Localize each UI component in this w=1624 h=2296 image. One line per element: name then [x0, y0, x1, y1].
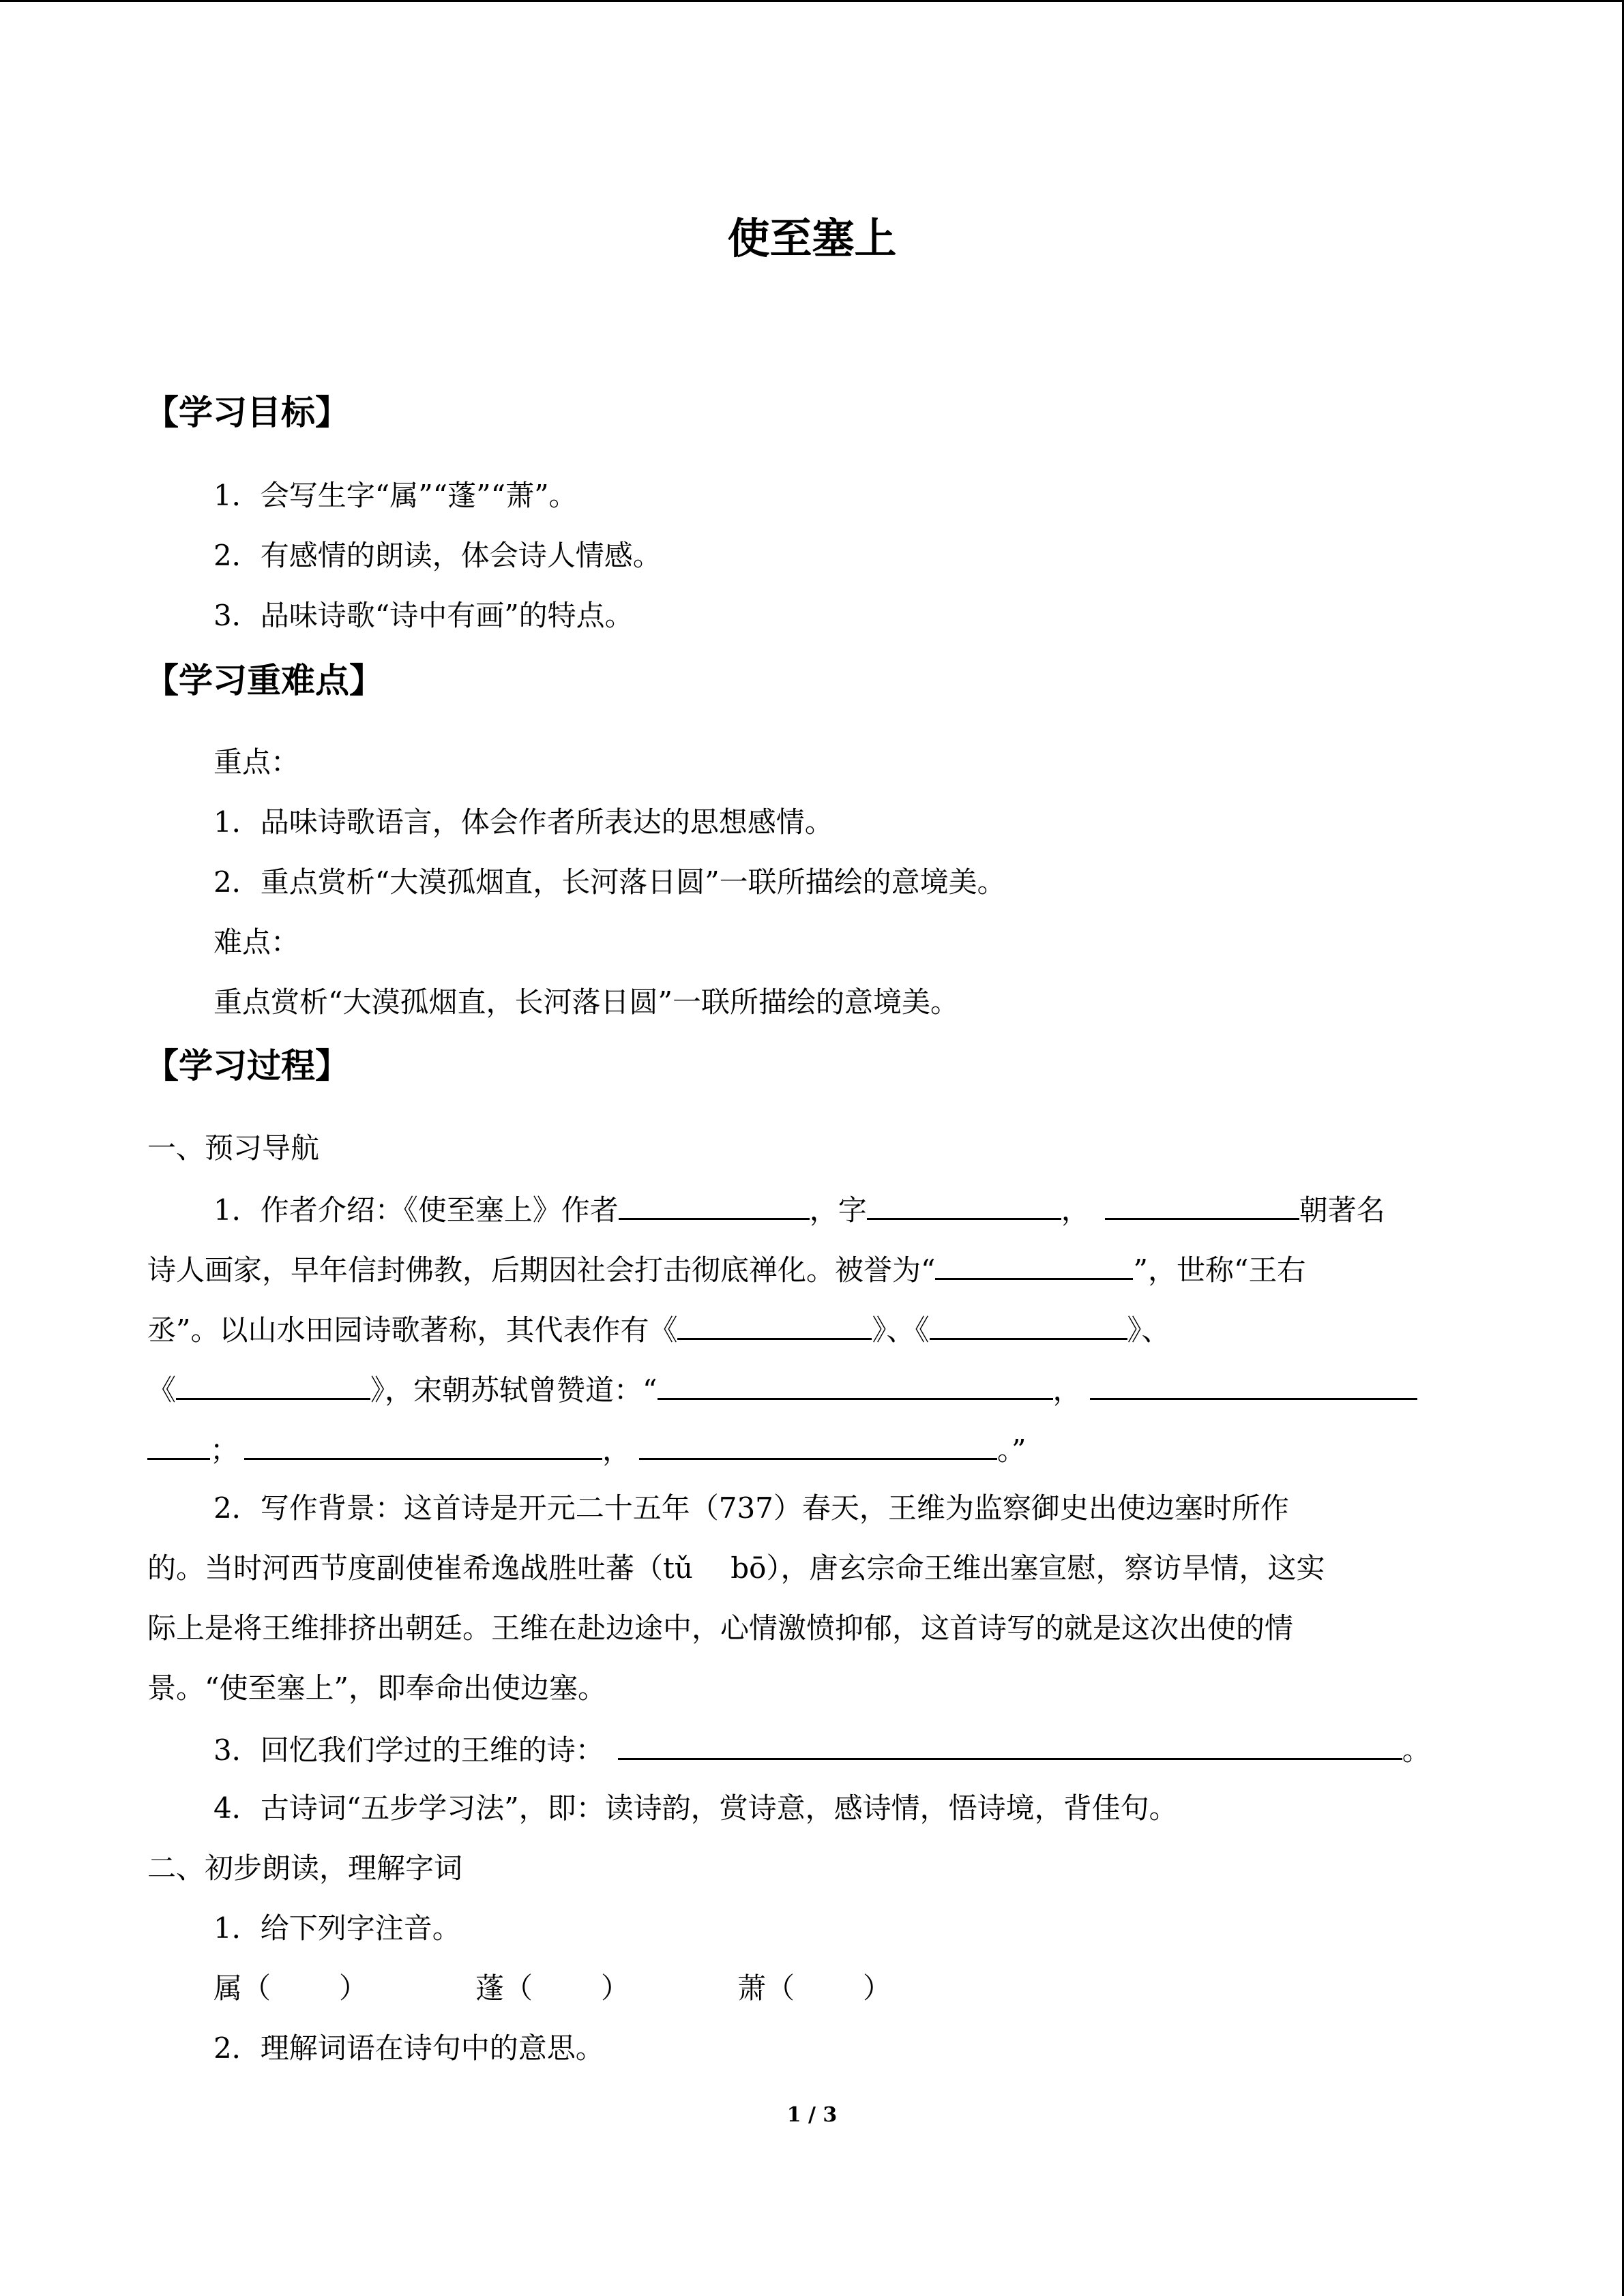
q3-label: 3．回忆我们学过的王维的诗：	[213, 1733, 604, 1767]
quote-2-blank-cont[interactable]	[147, 1428, 210, 1460]
heading-goals: 【学习目标】	[145, 393, 349, 432]
heading-process: 【学习过程】	[145, 1046, 349, 1086]
q1-line-5	[147, 1428, 1027, 1471]
paren-open: （	[242, 1971, 271, 2005]
work-3-blank[interactable]	[176, 1368, 370, 1400]
char-shu: 属	[213, 1971, 243, 2005]
pinyin-item-3	[737, 1968, 891, 2009]
goal-item-2: 2．有感情的朗读，体会诗人情感。	[213, 539, 662, 572]
quote-1-blank[interactable]	[658, 1368, 1053, 1400]
goal-item-3: 3．品味诗歌“诗中有画”的特点。	[213, 599, 634, 632]
q1-work3-open: 《	[147, 1373, 177, 1407]
pinyin-item-1	[213, 1968, 368, 2009]
q1-line-2	[147, 1248, 1305, 1291]
q2-line-3: 际上是将王维排挤出朝廷。王维在赴边途中，心情激愤抑郁，这首诗写的就是这次出使的情	[147, 1611, 1294, 1645]
work-2-blank[interactable]	[930, 1308, 1127, 1340]
q1-title-label: ”，世称“王右	[1133, 1253, 1306, 1287]
q1-praise-label: 诗人画家，早年信封佛教，后期因社会打击彻底禅化。被誉为“	[147, 1253, 936, 1287]
q1-dynasty-label: 朝著名	[1299, 1193, 1385, 1227]
difficult-text: 重点赏析“大漠孤烟直，长河落日圆”一联所描绘的意境美。	[213, 985, 959, 1019]
key-label: 重点：	[213, 745, 300, 779]
char-peng: 蓬	[475, 1971, 505, 2005]
author-name-blank[interactable]	[619, 1188, 810, 1220]
q1-works-sep: 》、《	[872, 1313, 930, 1347]
paren-close: ）	[863, 1971, 892, 2005]
q1-works-end: 》、	[1127, 1313, 1170, 1347]
q1-quote-comma: ，	[1052, 1373, 1082, 1407]
difficult-label: 难点：	[213, 925, 300, 959]
page-border-top	[0, 0, 1624, 2]
pinyin-item-2	[475, 1968, 630, 2009]
wangwei-poems-blank[interactable]	[618, 1728, 1402, 1760]
q1-sushi-label: 》，宋朝苏轼曾赞道：“	[370, 1373, 658, 1407]
paren-close: ）	[601, 1971, 630, 2005]
part2-q2: 2．理解词语在诗句中的意思。	[213, 2031, 604, 2065]
part2-q1: 1．给下列字注音。	[213, 1911, 461, 1945]
heading-key-points: 【学习重难点】	[145, 661, 383, 700]
quote-4-blank[interactable]	[639, 1428, 997, 1460]
honorific-blank[interactable]	[935, 1248, 1133, 1280]
goal-item-1: 1．会写生字“属”“蓬”“萧”。	[213, 479, 578, 512]
q3-period: 。	[1402, 1733, 1431, 1767]
q1-author-label: 1．作者介绍：《使至塞上》作者	[213, 1193, 619, 1227]
q1-line-1	[213, 1188, 1385, 1231]
q1-works-label: 丞”。以山水田园诗歌著称，其代表作有《	[147, 1313, 678, 1347]
dynasty-blank[interactable]	[1105, 1188, 1299, 1220]
key-item-1: 1．品味诗歌语言，体会作者所表达的思想感情。	[213, 805, 833, 839]
part2-title: 二、初步朗读，理解字词	[147, 1851, 463, 1885]
work-1-blank[interactable]	[677, 1308, 872, 1340]
page-title: 使至塞上	[727, 213, 897, 263]
paren-open: （	[504, 1971, 533, 2005]
q2-line-2: 的。当时河西节度副使崔希逸战胜吐蕃（tǔ bō），唐玄宗命王维出塞宣慰，察访旱情，这实	[147, 1551, 1325, 1585]
q1-semicolon: ；	[210, 1433, 239, 1467]
quote-2-blank[interactable]	[1090, 1368, 1417, 1400]
q1-comma: ，	[1061, 1193, 1090, 1227]
q1-line-4	[147, 1368, 1417, 1411]
char-xiao: 萧	[737, 1971, 767, 2005]
q1-quote-end: 。”	[997, 1433, 1027, 1467]
key-item-2: 2．重点赏析“大漠孤烟直，长河落日圆”一联所描绘的意境美。	[213, 865, 1006, 899]
page-number: 1 / 3	[786, 2103, 838, 2127]
courtesy-name-blank[interactable]	[867, 1188, 1061, 1220]
q3-line	[213, 1728, 1431, 1771]
q4-line: 4．古诗词“五步学习法”，即：读诗韵，赏诗意，感诗情，悟诗境，背佳句。	[213, 1791, 1178, 1825]
q2-line-4: 景。“使至塞上”，即奉命出使边塞。	[147, 1671, 606, 1705]
q1-courtesy-label: ，字	[809, 1193, 867, 1227]
paren-open: （	[766, 1971, 795, 2005]
q1-line-3	[147, 1308, 1170, 1351]
q2-line-1: 2．写作背景：这首诗是开元二十五年（737）春天，王维为监察御史出使边塞时所作	[213, 1491, 1289, 1525]
part1-title: 一、预习导航	[147, 1131, 320, 1165]
q1-quote-comma-2: ，	[602, 1433, 632, 1467]
paren-close: ）	[339, 1971, 368, 2005]
quote-3-blank[interactable]	[244, 1428, 602, 1460]
